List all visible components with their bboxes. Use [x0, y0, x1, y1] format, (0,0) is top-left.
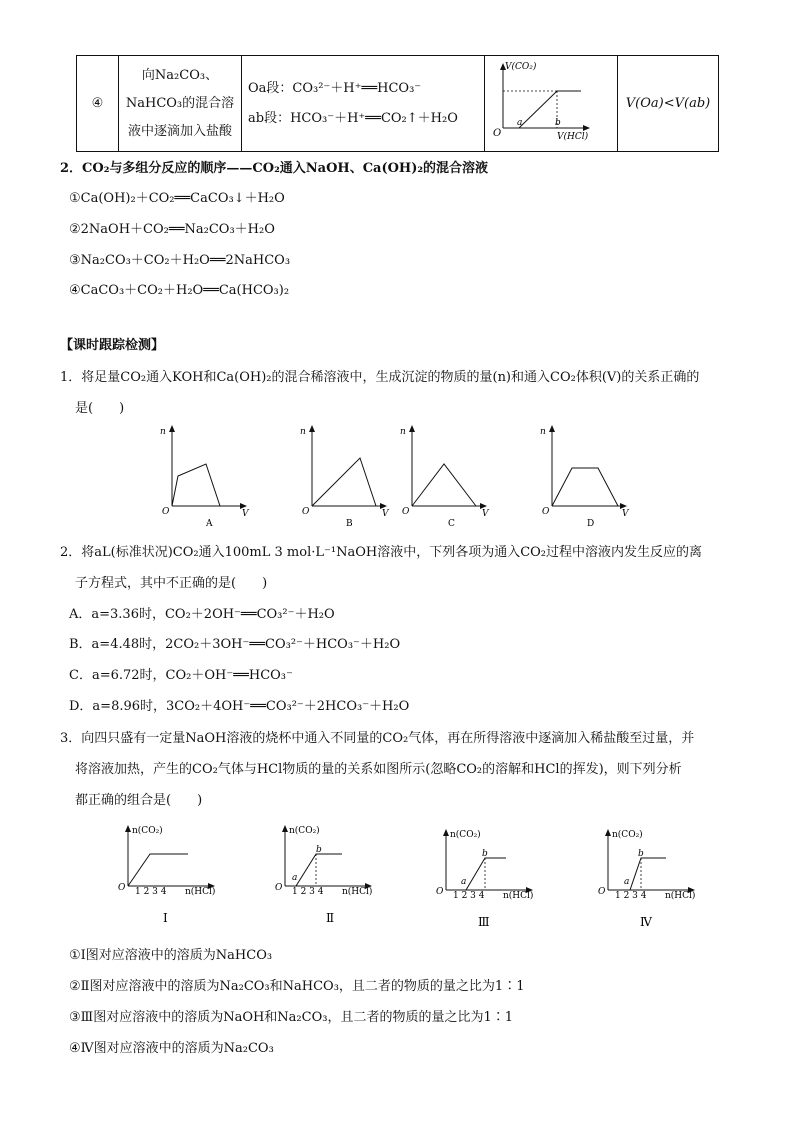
reaction-3: ③Na₂CO₃＋CO₂＋H₂O══2NaHCO₃: [69, 253, 291, 268]
graph-4-y: n(CO₂): [612, 830, 643, 840]
q3-statement-1: ①Ⅰ图对应溶液中的溶质为NaHCO₃: [69, 948, 273, 963]
graph-2-label: Ⅱ: [326, 911, 335, 925]
graph-c-x: V: [482, 509, 489, 519]
graph-1-y: n(CO₂): [132, 826, 163, 836]
graph-4-a: a: [624, 877, 630, 887]
graph-3-a: a: [461, 877, 467, 887]
graph-a-y: n: [160, 427, 166, 437]
reaction-table: [76, 55, 719, 152]
q2-option-a: A．a=3.36时，CO₂＋2OH⁻══CO₃²⁻＋H₂O: [69, 607, 335, 622]
q3-graphs: [110, 818, 710, 936]
graph-c-origin: O: [402, 507, 410, 517]
q3-statement-2: ②Ⅱ图对应溶液中的溶质为Na₂CO₃和NaHCO₃，且二者的物质的量之比为1∶1: [69, 979, 525, 994]
q3-statement-4: ④Ⅳ图对应溶液中的溶质为Na₂CO₃: [69, 1041, 274, 1056]
desc-line: NaHCO₃的混合溶: [125, 95, 235, 111]
graph-a: [160, 425, 250, 529]
row-relation: V(Oa)<V(ab): [618, 56, 719, 152]
desc-line: 液中逐滴加入盐酸: [127, 123, 232, 139]
graph-1-label: Ⅰ: [163, 911, 168, 925]
graph-b-label: B: [346, 519, 353, 529]
graph-a-origin: O: [162, 507, 170, 517]
graph-d-origin: O: [542, 507, 550, 517]
graph-3-label: Ⅲ: [478, 915, 490, 929]
graph-point-a: a: [517, 118, 523, 128]
graph-4: [598, 829, 695, 929]
practice-heading: 【课时跟踪检测】: [60, 338, 165, 353]
graph-2-y: n(CO₂): [289, 826, 320, 836]
graph-b-y: n: [300, 427, 306, 437]
graph-2: [275, 825, 372, 925]
graph-4-x: n(HCl): [665, 891, 696, 901]
q3-statement-3: ③Ⅲ图对应溶液中的溶质为NaOH和Na₂CO₃，且二者的物质的量之比为1∶1: [69, 1010, 514, 1025]
graph-a-label: A: [206, 519, 213, 529]
row-number: ④: [77, 56, 119, 152]
q2-option-d: D．a=8.96时，3CO₂＋4OH⁻══CO₃²⁻＋2HCO₃⁻＋H₂O: [69, 699, 410, 714]
q1-line2: 是( ): [75, 401, 125, 416]
ab-equation: ab段：HCO₃⁻＋H⁺══CO₂↑＋H₂O: [248, 110, 458, 126]
graph-4-label: Ⅳ: [640, 915, 652, 929]
graph-a-x: V: [242, 509, 249, 519]
graph-2-a: a: [292, 873, 298, 883]
desc-line: 向Na₂CO₃、: [141, 67, 219, 83]
table-row: [77, 56, 719, 152]
graph-3-y: n(CO₂): [450, 830, 481, 840]
graph-y-label: V(CO₂): [505, 62, 537, 72]
graph-c-y: n: [400, 427, 406, 437]
graph-3-b: b: [482, 849, 488, 859]
graph-x-label: V(HCl): [557, 132, 589, 142]
graph-point-b: b: [555, 118, 561, 128]
graph-1: [118, 825, 215, 925]
reaction-4: ④CaCO₃＋CO₂＋H₂O══Ca(HCO₃)₂: [69, 283, 290, 298]
graph-d: [540, 425, 630, 529]
row-graph: [485, 56, 618, 152]
reaction-2: ②2NaOH＋CO₂══Na₂CO₃＋H₂O: [69, 222, 275, 237]
graph-b: [300, 425, 390, 529]
q3-line2: 将溶液加热，产生的CO₂气体与HCl物质的量的关系如图所示(忽略CO₂的溶解和HCl的挥发)，则下列分析: [75, 762, 682, 777]
graph-3-origin: O: [436, 887, 444, 897]
reaction-1: ①Ca(OH)₂＋CO₂══CaCO₃↓＋H₂O: [69, 191, 285, 206]
q2-option-b: B．a=4.48时，2CO₂＋3OH⁻══CO₃²⁻＋HCO₃⁻＋H₂O: [69, 637, 401, 652]
graph-d-y: n: [540, 427, 546, 437]
graph-d-label: D: [587, 519, 595, 529]
graph-2-b: b: [316, 845, 322, 855]
q1-graphs: [150, 422, 650, 530]
graph-b-origin: O: [302, 507, 310, 517]
graph-3-x: n(HCl): [503, 891, 534, 901]
graph-2-ticks: 1 2 3 4: [292, 887, 324, 897]
q2-line1: 2．将aL(标准状况)CO₂通入100mL 3 mol·L⁻¹NaOH溶液中，下列各项为通入CO₂过程中溶液内发生反应的离: [60, 545, 703, 560]
row-equations: [242, 56, 485, 152]
graph-2-origin: O: [275, 883, 283, 893]
graph-1-origin: O: [118, 883, 126, 893]
graph-3: [436, 829, 533, 929]
q2-option-c: C．a=6.72时，CO₂＋OH⁻══HCO₃⁻: [69, 668, 293, 683]
graph-4-origin: O: [598, 887, 606, 897]
graph-1-ticks: 1 2 3 4: [135, 887, 167, 897]
graph-c-label: C: [448, 519, 455, 529]
oa-equation: Oa段：CO₃²⁻＋H⁺══HCO₃⁻: [248, 80, 422, 96]
row-description: [119, 56, 242, 152]
section2-heading: 2．CO₂与多组分反应的顺序——CO₂通入NaOH、Ca(OH)₂的混合溶液: [60, 161, 489, 176]
graph-4-ticks: 1 2 3 4: [615, 891, 647, 901]
graph-b-x: V: [382, 509, 389, 519]
q3-line3: 都正确的组合是( ): [75, 793, 203, 808]
graph-origin: O: [493, 128, 502, 139]
vco2-graph: [485, 56, 617, 147]
graph-d-x: V: [622, 509, 629, 519]
graph-3-ticks: 1 2 3 4: [453, 891, 485, 901]
q2-line2: 子方程式，其中不正确的是( ): [75, 576, 268, 591]
graph-c: [400, 425, 490, 529]
graph-1-x: n(HCl): [185, 887, 216, 897]
graph-4-b: b: [638, 849, 644, 859]
graph-2-x: n(HCl): [342, 887, 373, 897]
q3-line1: 3．向四只盛有一定量NaOH溶液的烧杯中通入不同量的CO₂气体，再在所得溶液中逐滴加入稀盐酸至过量，并: [60, 731, 695, 746]
q1-line1: 1．将足量CO₂通入KOH和Ca(OH)₂的混合稀溶液中，生成沉淀的物质的量(n)和通入CO₂体积(V)的关系正确的: [60, 370, 700, 385]
